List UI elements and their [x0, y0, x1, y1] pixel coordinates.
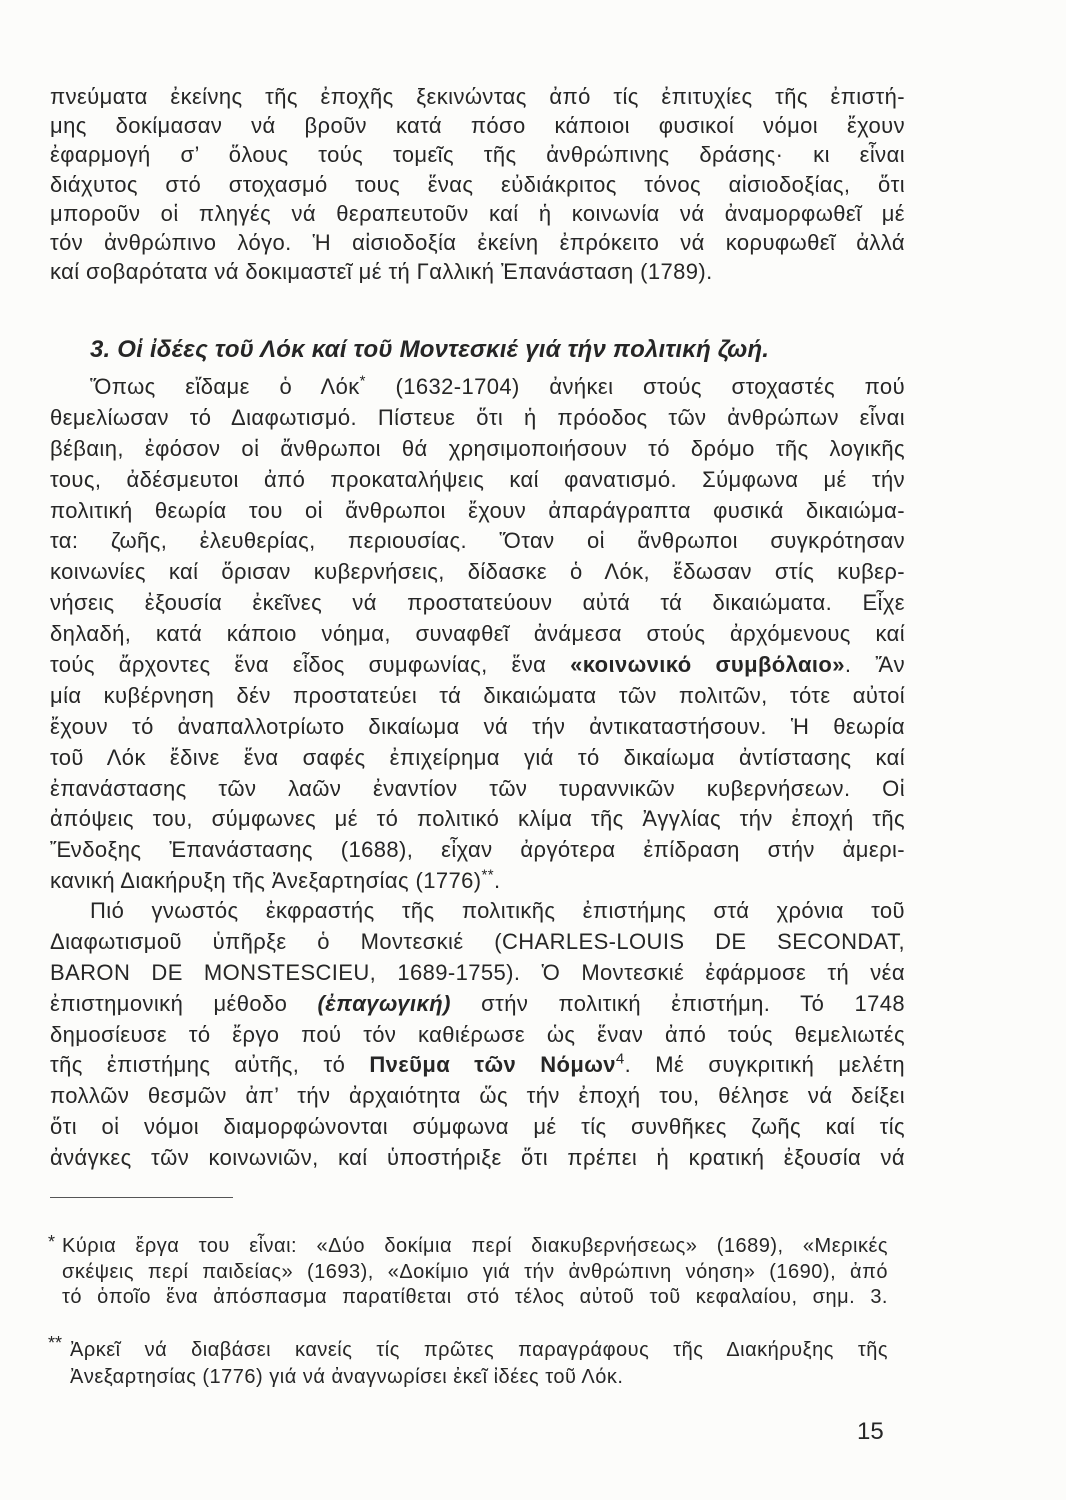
text-line: ἔχουν τό ἀναπαλλοτρίωτο δικαίωμα νά τήν ἀντικαταστήσουν. Ἡ θεωρία	[50, 713, 905, 739]
text-line: βέβαιη, ἐφόσον οἱ ἄνθρωποι θά χρησιμοποιήσουν τό δρόμο τῆς λογικῆς	[50, 435, 905, 461]
text-line: σκέψεις περί παιδείας» (1693), «Δοκίμιο γιά τήν ἀνθρώπινη νόηση» (1690), ἀπό	[62, 1260, 888, 1283]
footnote-text	[62, 1234, 888, 1311]
text-line: τό ὁποῖο ἕνα ἀπόσπασμα παρατίθεται στό τέλος αὐτοῦ τοῦ κεφαλαίου, σημ. 3.	[62, 1286, 888, 1308]
footnote-marker: *	[48, 1232, 56, 1252]
text-line	[50, 866, 905, 897]
footnote-separator	[50, 1197, 233, 1198]
text-line: διάχυτος στό στοχασμό τους ἕνας εὐδιάκριτος τόνος αἰσιοδοξίας, ὅτι	[50, 171, 905, 197]
text-line: Ἔνδοξης Ἐπανάστασης (1688), εἶχαν ἀργότερα ἐπίδραση στήν ἀμερι-	[50, 837, 905, 863]
text-line	[50, 650, 905, 681]
page-number: 15	[857, 1418, 884, 1445]
text-line: ἐπανάστασης τῶν λαῶν ἐναντίον τῶν τυραννικῶν κυβερνήσεων. Οἱ	[50, 775, 905, 801]
footnote-ref: 4	[615, 1051, 625, 1069]
text-line: δημοσίευσε τό ἔργο πού τόν καθιέρωσε ὡς ἕναν ἀπό τούς θεμελιωτές	[50, 1021, 905, 1047]
text-line: BARON DE MONSTESCIEU, 1689-1755). Ὁ Μοντεσκιέ ἐφάρμοσε τή νέα	[50, 959, 905, 985]
text-line: καί σοβαρότατα νά δοκιμαστεῖ μέ τή Γαλλική Ἐπανάσταση (1789).	[50, 259, 713, 285]
footnote-2	[44, 1333, 904, 1391]
bold-phrase: «κοινωνικό συμβόλαιο»	[570, 652, 845, 678]
text-run: τούς ἄρχοντες ἕνα εἶδος συμφωνίας, ἕνα	[50, 652, 571, 678]
text-line: ἀπόψεις του, σύμφωνες μέ τό πολιτικό κλίμα τῆς Ἀγγλίας τήν ἐποχή τῆς	[50, 806, 905, 832]
text-line	[50, 989, 905, 1020]
footnote-1	[44, 1234, 904, 1311]
text-line: ὅτι οἱ νόμοι διαμορφώνονται σύμφωνα μέ τίς συνθῆκες ζωῆς καί τίς	[50, 1114, 905, 1140]
text-run: . Ἄν	[844, 652, 906, 678]
text-line: Ἀνεξαρτησίας (1776) γιά νά ἀναγνωρίσει ἐκεῖ ἰδέες τοῦ Λόκ.	[70, 1366, 624, 1388]
section-heading: 3. Οἱ ἰδέες τοῦ Λόκ καί τοῦ Μοντεσκιέ γιά τήν πολιτική ζωή.	[90, 336, 770, 363]
text-line: τα: ζωῆς, ἐλευθερίας, περιουσίας. Ὅταν οἱ ἄνθρωποι συγκρότησαν	[50, 528, 905, 554]
text-line: ἐφαρμογή σ’ ὅλους τούς τομεῖς τῆς ἀνθρώπινης δράσης· κι εἶναι	[50, 142, 905, 168]
footnote-text	[70, 1337, 888, 1391]
footnote-marker: **	[48, 1333, 63, 1353]
text-run: . Μέ συγκριτική μελέτη	[624, 1052, 905, 1078]
text-line: τόν ἀνθρώπινο λόγο. Ἡ αἰσιοδοξία ἐκείνη ἐπρόκειτο νά κορυφωθεῖ ἀλλά	[50, 229, 905, 255]
text-run: τῆς ἐπιστήμης αὐτῆς, τό	[50, 1052, 370, 1078]
text-line: μποροῦν οἱ πληγές νά θεραπευτοῦν καί ἡ κοινωνία νά ἀναμορφωθεῖ μέ	[50, 200, 905, 226]
text-run: ἐπιστημονική μέθοδο	[50, 990, 318, 1016]
footnote-ref: **	[481, 866, 494, 884]
text-run: στήν πολιτική ἐπιστήμη. Τό 1748	[450, 990, 905, 1016]
montesquieu-paragraph	[50, 896, 905, 1174]
text-run: κανική Διακήρυξη τῆς Ἀνεξαρτησίας (1776)	[50, 868, 482, 894]
italic-term: (ἐπαγωγική)	[317, 990, 451, 1016]
text-run: (1632-1704) ἀνήκει στούς στοχαστές πού	[365, 374, 906, 399]
text-line: νήσεις ἐξουσία ἐκεῖνες νά προστατεύουν αὐτά τά δικαιώματα. Εἶχε	[50, 590, 905, 616]
bold-phrase: Πνεῦμα τῶν Νόμων	[369, 1052, 616, 1078]
locke-paragraph	[50, 372, 905, 897]
text-line: θεμελίωσαν τό Διαφωτισμό. Πίστευε ὅτι ἡ πρόοδος τῶν ἀνθρώπων εἶναι	[50, 404, 905, 430]
text-line: Ἀρκεῖ νά διαβάσει κανείς τίς πρῶτες παραγράφους τῆς Διακήρυξης τῆς	[70, 1339, 888, 1361]
footnote-ref: *	[359, 372, 366, 390]
text-run: Ὅπως εἴδαμε ὁ Λόκ	[90, 374, 360, 399]
text-line: πνεύματα ἐκείνης τῆς ἐποχῆς ξεκινώντας ἀπό τίς ἐπιτυχίες τῆς ἐπιστή-	[50, 84, 905, 109]
text-run: .	[493, 868, 501, 894]
text-line: Διαφωτισμοῦ ὑπῆρξε ὁ Μοντεσκιέ (CHARLES-LOUIS DE SECONDAT,	[50, 928, 905, 954]
intro-paragraph	[50, 82, 905, 286]
text-line: δηλαδή, κατά κάποιο νόημα, συναφθεῖ ἀνάμεσα στούς ἀρχόμενους καί	[50, 621, 905, 647]
text-line: πολλῶν θεσμῶν ἀπ’ τήν ἀρχαιότητα ὥς τήν ἐποχή του, θέλησε νά δείξει	[50, 1083, 905, 1109]
text-line: μης δοκίμασαν νά βροῦν κατά πόσο κάποιοι φυσικοί νόμοι ἔχουν	[50, 113, 905, 139]
text-line	[50, 372, 905, 403]
text-line: ἀνάγκες τῶν κοινωνιῶν, καί ὑποστήριξε ὅτι πρέπει ἡ κρατική ἐξουσία νά	[50, 1145, 905, 1171]
text-line: Κύρια ἔργα του εἶναι: «Δύο δοκίμια περί διακυβερνήσεως» (1689), «Μερικές	[62, 1235, 888, 1257]
text-line: πολιτική θεωρία του οἱ ἄνθρωποι ἔχουν ἀπαράγραπτα φυσικά δικαιώμα-	[50, 497, 905, 523]
text-line: μία κυβέρνηση δέν προστατεύει τά δικαιώματα τῶν πολιτῶν, τότε αὐτοί	[50, 682, 905, 708]
text-line: τους, ἀδέσμευτοι ἀπό προκαταλήψεις καί φανατισμό. Σύμφωνα μέ τήν	[50, 466, 905, 492]
text-line	[50, 1050, 905, 1081]
text-line: κοινωνίες καί ὅρισαν κυβερνήσεις, δίδασκε ὁ Λόκ, ἔδωσαν στίς κυβερ-	[50, 559, 905, 585]
text-line: τοῦ Λόκ ἔδινε ἕνα σαφές ἐπιχείρημα γιά τό δικαίωμα ἀντίστασης καί	[50, 744, 905, 770]
text-line: Πιό γνωστός ἐκφραστής τῆς πολιτικῆς ἐπιστήμης στά χρόνια τοῦ	[90, 898, 905, 923]
